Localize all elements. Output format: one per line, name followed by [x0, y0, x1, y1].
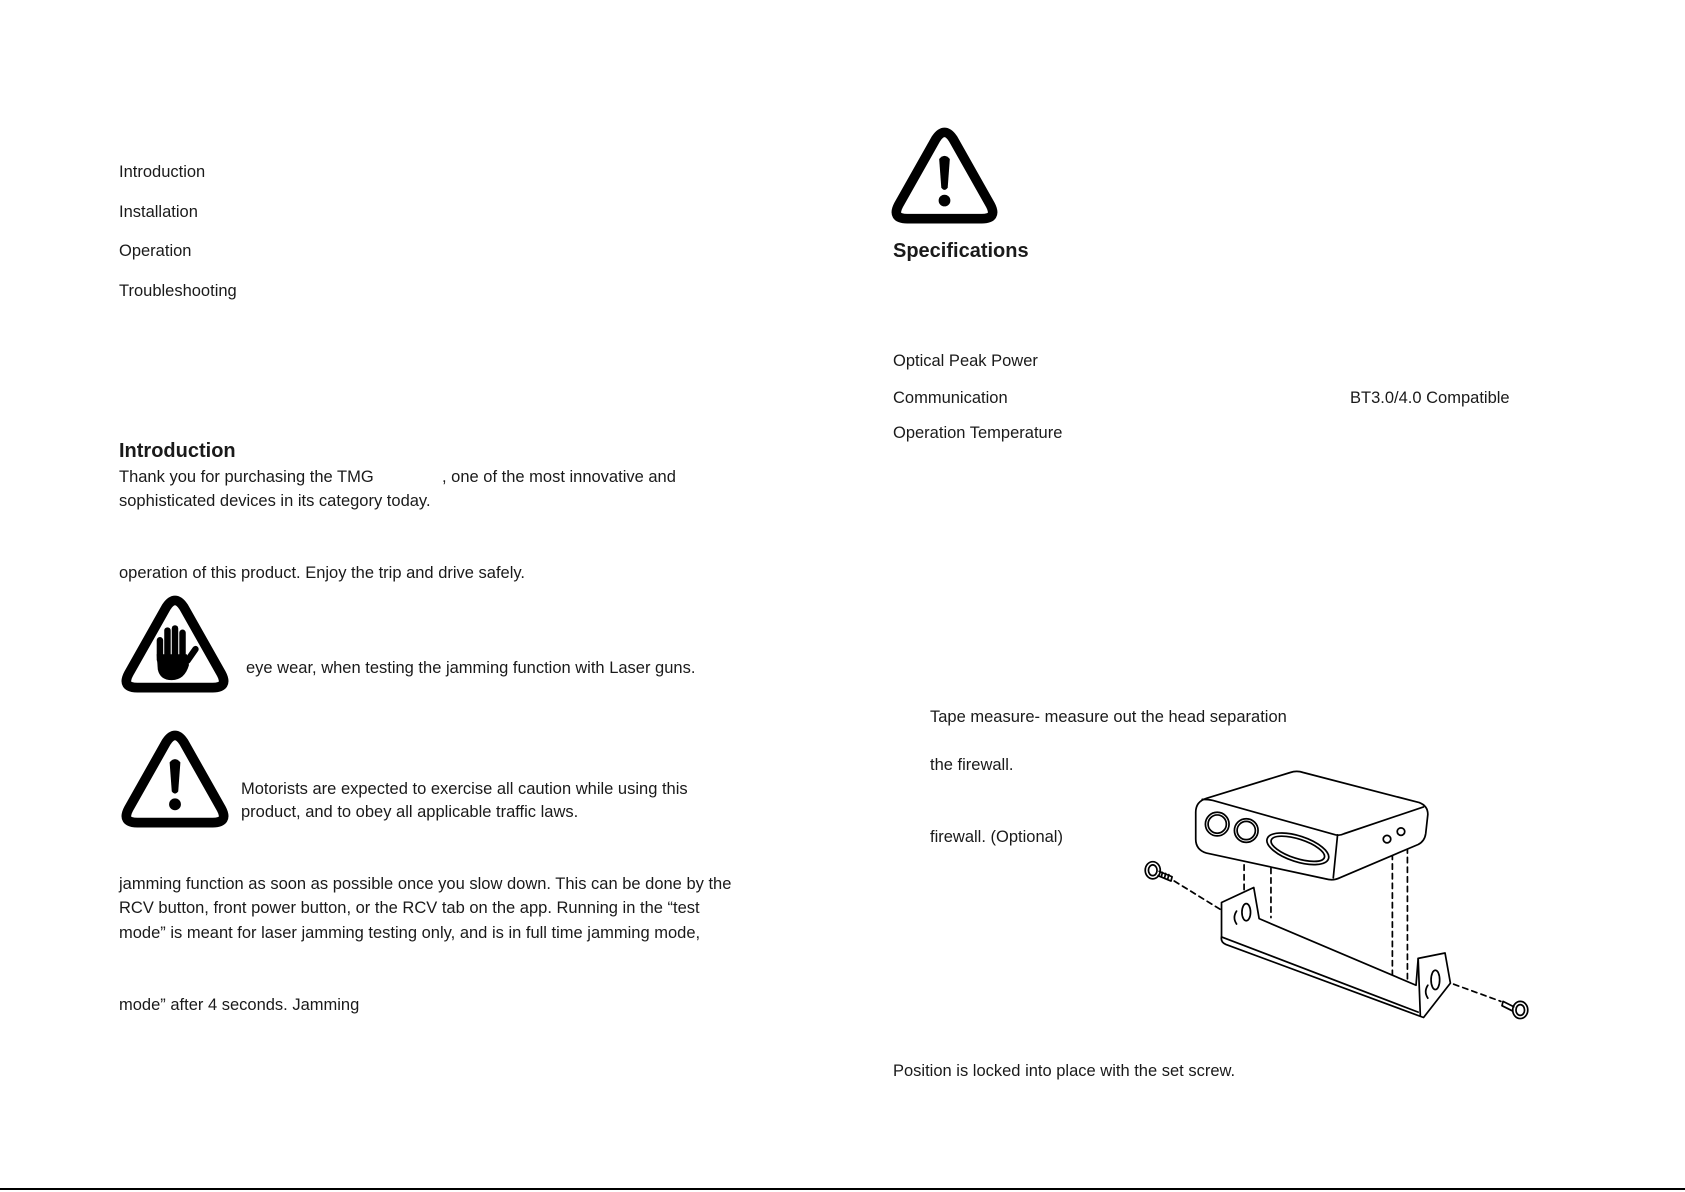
- introduction-heading: Introduction: [119, 440, 236, 462]
- caution-line-2: product, and to obey all applicable traffic laws.: [241, 803, 579, 821]
- installation-line-2: the firewall.: [930, 756, 1014, 774]
- introduction-line-2: sophisticated devices in its category today.: [119, 492, 431, 510]
- exclamation-dot: [169, 798, 181, 810]
- specifications-heading: Specifications: [893, 240, 1029, 262]
- spec-label-communication: Communication: [893, 389, 1008, 407]
- toc-item-troubleshooting: Troubleshooting: [119, 282, 237, 300]
- bracket-mounting-illustration: [1142, 769, 1531, 1021]
- installation-line-1: Tape measure- measure out the head separation: [930, 708, 1287, 726]
- jamming-line-2: RCV button, front power button, or the RCV tab on the app. Running in the “test: [119, 899, 700, 917]
- exclamation-warning-icon: [891, 126, 998, 224]
- mounting-bracket: [1221, 887, 1450, 1017]
- toc-item-introduction: Introduction: [119, 163, 206, 181]
- introduction-line-1-start: Thank you for purchasing the TMG: [119, 468, 374, 486]
- installation-caption: Position is locked into place with the set screw.: [893, 1062, 1236, 1080]
- jamming-line-3: mode” is meant for laser jamming testing only, and is in full time jamming mode,: [119, 924, 701, 942]
- introduction-line-3: operation of this product. Enjoy the trip and drive safely.: [119, 564, 526, 582]
- spec-value-communication: BT3.0/4.0 Compatible: [1350, 389, 1510, 407]
- screw-left: [1145, 862, 1172, 881]
- stop-hand-warning-icon: [121, 594, 229, 693]
- exclamation-dot: [939, 195, 951, 207]
- screw-right: [1502, 1001, 1528, 1018]
- bottom-rule: [0, 1188, 1685, 1190]
- jamming-line-4: mode” after 4 seconds. Jamming: [119, 996, 360, 1014]
- spec-label-operation-temperature: Operation Temperature: [893, 424, 1063, 442]
- laser-warning-text: eye wear, when testing the jamming function with Laser guns.: [246, 659, 696, 677]
- toc-item-operation: Operation: [119, 242, 192, 260]
- caution-line-1: Motorists are expected to exercise all caution while using this: [241, 780, 688, 798]
- jamming-line-1: jamming function as soon as possible once you slow down. This can be done by the: [119, 875, 732, 893]
- exclamation-warning-icon: [121, 729, 229, 828]
- installation-line-3: firewall. (Optional): [930, 828, 1063, 846]
- introduction-line-1-end: , one of the most innovative and: [442, 468, 676, 486]
- toc-item-installation: Installation: [119, 203, 198, 221]
- spec-label-optical-peak-power: Optical Peak Power: [893, 352, 1038, 370]
